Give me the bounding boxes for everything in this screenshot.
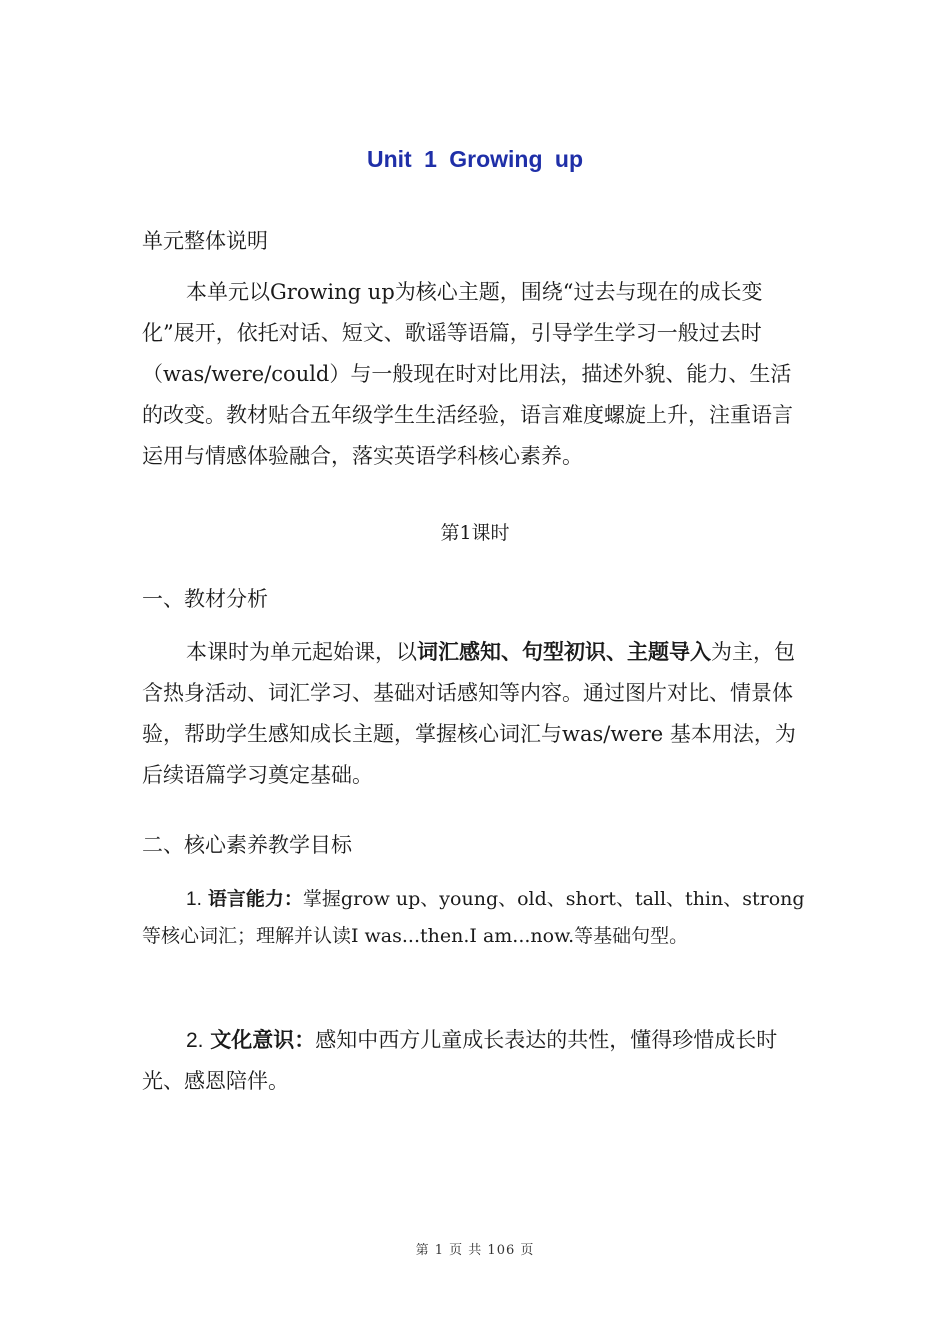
goal-label: 语言能力：: [207, 888, 303, 910]
goal-item-cultural-awareness: [142, 1020, 807, 1101]
emphasis-text: 词汇感知、句型初识、主题导入: [417, 639, 711, 664]
paragraph-text: 为主，包含热身活动、词汇学习、基础对话感知等内容。通过图片对比、情景体验，帮助学生感知成长主题，掌握核心词汇与was/were 基本用法，为后续语篇学习奠定基础。: [142, 640, 796, 787]
section-heading-material-analysis: 一、教材分析: [142, 587, 268, 611]
goal-item-language-ability: [142, 881, 807, 955]
lesson-label: 第1课时: [440, 522, 510, 544]
page-footer: 第 1 页 共 106 页: [415, 1243, 535, 1258]
goal-text: 感知中西方儿童成长表达的共性，懂得珍惜成长时光、感恩陪伴。: [142, 1028, 778, 1093]
goal-label: 文化意识：: [210, 1027, 316, 1052]
unit-overview-paragraph: 本单元以Growing up为核心主题，围绕“过去与现在的成长变化”展开，依托对话、短文、歌谣等语篇，引导学生学习一般过去时（was/were/could）与一般现在时对比用法，描述外貌、能力、生活的改变。教材贴合五年级学生生活经验，语言难度螺旋上升，注重语言运用与情感体验融合，落实英语学科核心素养。: [142, 280, 793, 468]
unit-overview-heading: 单元整体说明: [142, 229, 268, 253]
goal-number: 2.: [186, 1029, 204, 1052]
material-analysis-paragraph: [142, 631, 807, 796]
paragraph-text: 本课时为单元起始课，以: [186, 640, 417, 664]
goal-number: 1.: [186, 889, 202, 910]
page-title: Unit 1 Growing up: [366, 146, 584, 172]
section-heading-core-goals: 二、核心素养教学目标: [142, 833, 352, 857]
goal-text: 掌握grow up、young、old、short、tall、thin、strong等核心词汇；理解并认读I was...then.I am...now.等基础句型。: [142, 888, 805, 947]
